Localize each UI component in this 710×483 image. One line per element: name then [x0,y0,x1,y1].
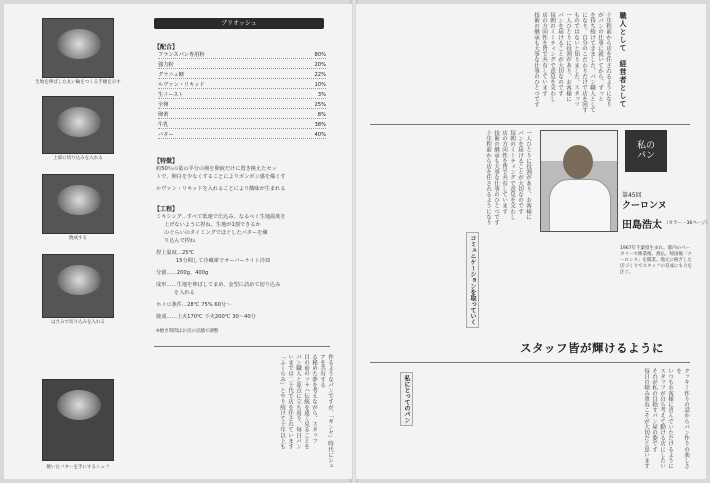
ingredient-row [158,72,326,79]
divider [370,362,690,363]
chef-photo [42,379,114,461]
ingredient-name: グラニュ糖 [158,72,184,78]
ingredient-row [158,82,326,89]
ingredient-row [158,132,326,139]
ingredient-amount: 38% [314,122,326,128]
process-photo-3 [42,174,114,234]
ingredient-amount: 10% [314,82,326,88]
subheading-communication: コミュニケーションを取っていく [466,232,479,328]
ingredient-amount: 25% [314,102,326,108]
ingredient-name: 牛乳 [158,122,169,128]
ingredient-name: フランスパン専用粉 [158,52,205,58]
process-photo-4 [42,254,114,318]
features-heading: 【特徴】 [154,158,179,165]
divider [154,346,330,347]
ingredient-name: バター [158,132,174,138]
shop-name: クーロンヌ [622,201,667,211]
portrait-body [549,179,611,232]
process-line: 分割……200g、400g [156,270,209,276]
ingredient-amount: 40% [314,132,326,138]
ingredient-amount: 20% [314,62,326,68]
photo-caption-2: 上部に切り込みを入れる [53,156,103,161]
article-column-middle: 一人ひとりに役割があり、お客様に パンを届けることが大切なのです 毎朝のミーティングで意見を交わし 店の方向性を皆で共有しています 技術の継承も大事な仕事のひとつです 十年程前から店を任されるようになり [485,130,531,226]
process-line: 15分間して冷蔵庫でオーバーナイト冷却 [176,258,271,264]
recipe-footnote: ※焼き時間はお店の店舗で調整 [156,329,219,334]
ingredient-amount: 3% [317,92,326,98]
ingredient-name: 卵黄 [158,112,169,118]
ingredient-row [158,92,326,99]
feature-line: 約50％の量の半分の層を卵液だけに置き換えたセッ [156,166,277,172]
process-line: 上げないように捏ね。生地が1割できるか [164,222,261,228]
process-photo-1 [42,18,114,78]
article-column-left: 作るようなパンですが、「ギンヤ」時代にシェアを共有する る秘めた夢を考えながら、スタッフ 目の前のフラハ伝統を遠く見ることを パン職人と原点に立ち返り、毎日パン いまでは二十代で店を任されています 「ふくらみ」とやり続けて十年以上も [279,354,333,469]
process-line: ホイロ条件…28℃ 75% 60分〜 [156,302,232,308]
series-number: 第45回 [622,192,642,199]
ingredient-name: 全卵 [158,102,169,108]
ingredient-row [158,62,326,69]
photo-caption-4: はさみで切り込みを入れる [51,320,105,325]
series-logo [625,130,667,172]
process-line: 捏上温度…25℃ [156,250,195,256]
ingredient-row [158,102,326,109]
left-page [4,4,352,479]
article-column-lower: クッキー作りの話からパン作りの楽しさを いつもお客様に喜んでいただけるように スタッフが自ら考えて動ける店にしたい それが私の目指すパン屋の姿です 毎日の積み重ねこそが大切だと思います [643,368,689,469]
ingredient-amount: 8% [317,112,326,118]
process-line: り込んで捏ね [164,238,196,244]
process-heading: 【工程】 [154,206,179,213]
recipe-title: ブリオッシュ [154,18,324,29]
logo-line-1: 私の [636,141,655,151]
chef-name: 田島浩太 [622,220,662,231]
ingredient-name: 生イースト [158,92,184,98]
ingredient-amount: 22% [314,72,326,78]
ingredient-row [158,52,326,59]
ingredient-name: ルヴァン・リキッド [158,82,205,88]
process-line: 成形……生地を伸ばしてまめ、金型に詰めて切り込み [156,282,281,288]
process-line: ミキシング…すべて低速で仕込み、なるべく生地温度を [156,214,286,220]
photo-caption-1: 生地を伸ばした丸い輪をつくる手順を示す [35,80,121,85]
portrait-head [563,145,593,179]
section-label: 職人として 経営者として [619,12,627,108]
ingredient-name: 強力粉 [158,62,174,68]
feature-line: ルヴァン・リキッドを入れることにより酸味が生まれる [156,186,286,192]
photo-caption-5: 焼いたバターを手にするシェフ [46,465,110,470]
photo-caption-3: 焼成する [69,236,87,241]
ingredients-heading: 【配合】 [154,44,179,51]
divider [370,124,690,125]
process-line: を入れる [174,290,195,296]
logo-line-2: パン [636,151,655,161]
process-line: のぐらいのタイミングでほぐしたバターを練 [164,230,268,236]
feature-line: トで、卵白を少なくすることによりボンボン感を爆くす [156,174,286,180]
article-column-upper: 十年程前から店を任されるようになり がパンの仕事に就いてから、ずっと を持ち続けてきました。パン職人として になり、自分のこだわりだけで店を回す ものではないと知りました。スタッフ 一人ひとりに役割があり、お客様に パンを届けることが大切なのです 毎朝のミーティングで意見を交わし 店の方向性を皆で共有しています 技術の継承も大事な仕事のひとつです [533,12,611,113]
process-photo-2 [42,96,114,154]
chef-portrait [540,130,618,232]
process-line: 焼成……上火170℃ 下火200℃ 30〜40分 [156,314,256,320]
subheading-my-bread: 私にとってのパン [400,372,413,426]
article-headline: スタッフ皆が輝けるように [520,341,664,355]
ingredient-amount: 80% [314,52,326,58]
chef-page-ref: （カラー・36ページ） [664,221,710,226]
chef-profile: 1967年千葉県生まれ。都内のベーカリーで修業後、渡仏。帰国後「クーロンヌ」を開業。地元に根ざした店づくりでスタッフの育成にも力を注ぐ。 [620,246,692,275]
ingredient-row [158,122,326,129]
ingredient-row [158,112,326,119]
